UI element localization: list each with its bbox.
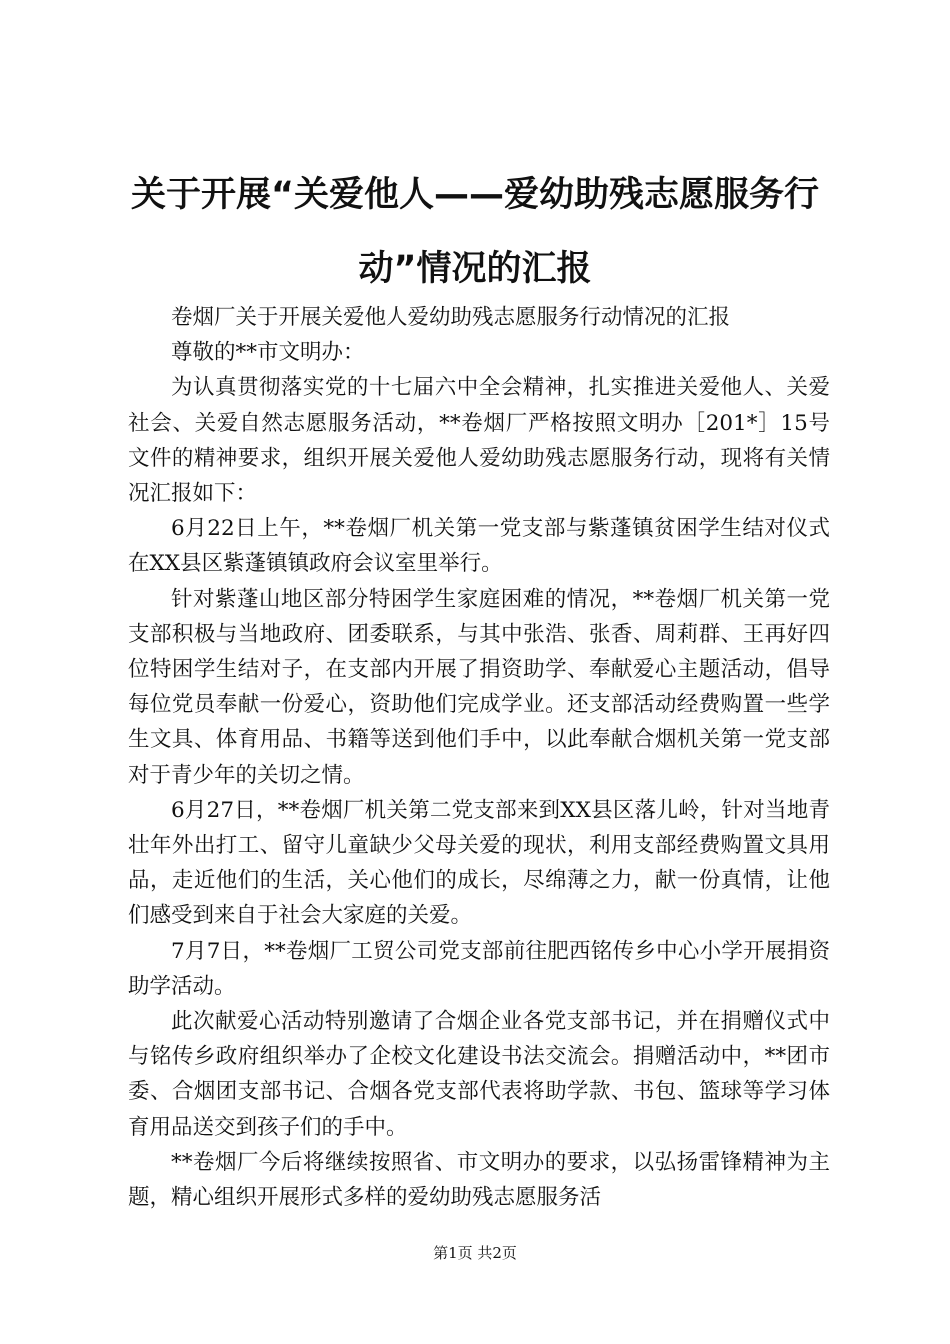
paragraph-future-plans: **卷烟厂今后将继续按照省、市文明办的要求，以弘扬雷锋精神为主题，精心组织开展形式多样的爱幼助残志愿服务活 [128, 1149, 830, 1211]
paragraph-first-branch: 针对紫蓬山地区部分特困学生家庭困难的情况，**卷烟厂机关第一党支部积极与当地政府、团委联系，与其中张浩、张香、周莉群、王再好四位特困学生结对子，在支部内开展了捐资助学、奉献爱心主题活动，倡导每位党员奉献一份爱心，资助他们完成学业。还支部活动经费购置一些学生文具、体育用品、书籍等送到他们手中，以此奉献合烟机关第一党支部对于青少年的关切之情。 [128, 586, 830, 788]
document-body [128, 300, 830, 1215]
paragraph-heading-line: 卷烟厂关于开展关爱他人爱幼助残志愿服务行动情况的汇报 [171, 305, 731, 330]
page-number: 第1页 共2页 [433, 1244, 517, 1262]
paragraph-salutation: 尊敬的**市文明办： [171, 340, 365, 366]
paragraph-donation-event: 此次献爱心活动特别邀请了合烟企业各党支部书记，并在捐赠仪式中与铭传乡政府组织举办了企校文化建设书法交流会。捐赠活动中，**团市委、合烟团支部书记、合烟各党支部代表将助学款、书包、篮球等学习体育用品送交到孩子们的手中。 [128, 1009, 830, 1140]
paragraph-intro: 为认真贯彻落实党的十七届六中全会精神，扎实推进关爱他人、关爱社会、关爱自然志愿服务活动，**卷烟厂严格按照文明办［201*］15号文件的精神要求，组织开展关爱他人爱幼助残志愿服务行动，现将有关情况汇报如下： [128, 375, 830, 507]
document-title: 关于开展“关爱他人——爱幼助残志愿服务行动”情况的汇报 [130, 175, 819, 289]
paragraph-july-7: 7月7日，**卷烟厂工贸公司党支部前往肥西铭传乡中心小学开展捐资助学活动。 [128, 938, 830, 999]
paragraph-june-22: 6月22日上午，**卷烟厂机关第一党支部与紫蓬镇贫困学生结对仪式在XX县区紫蓬镇镇政府会议室里举行。 [128, 516, 830, 577]
paragraph-june-27: 6月27日，**卷烟厂机关第二党支部来到XX县区落儿岭，针对当地青壮年外出打工、留守儿童缺少父母关爱的现状，利用支部经费购置文具用品，走近他们的生活，关心他们的成长，尽绵薄之力，献一份真情，让他们感受到来自于社会大家庭的关爱。 [128, 797, 830, 929]
